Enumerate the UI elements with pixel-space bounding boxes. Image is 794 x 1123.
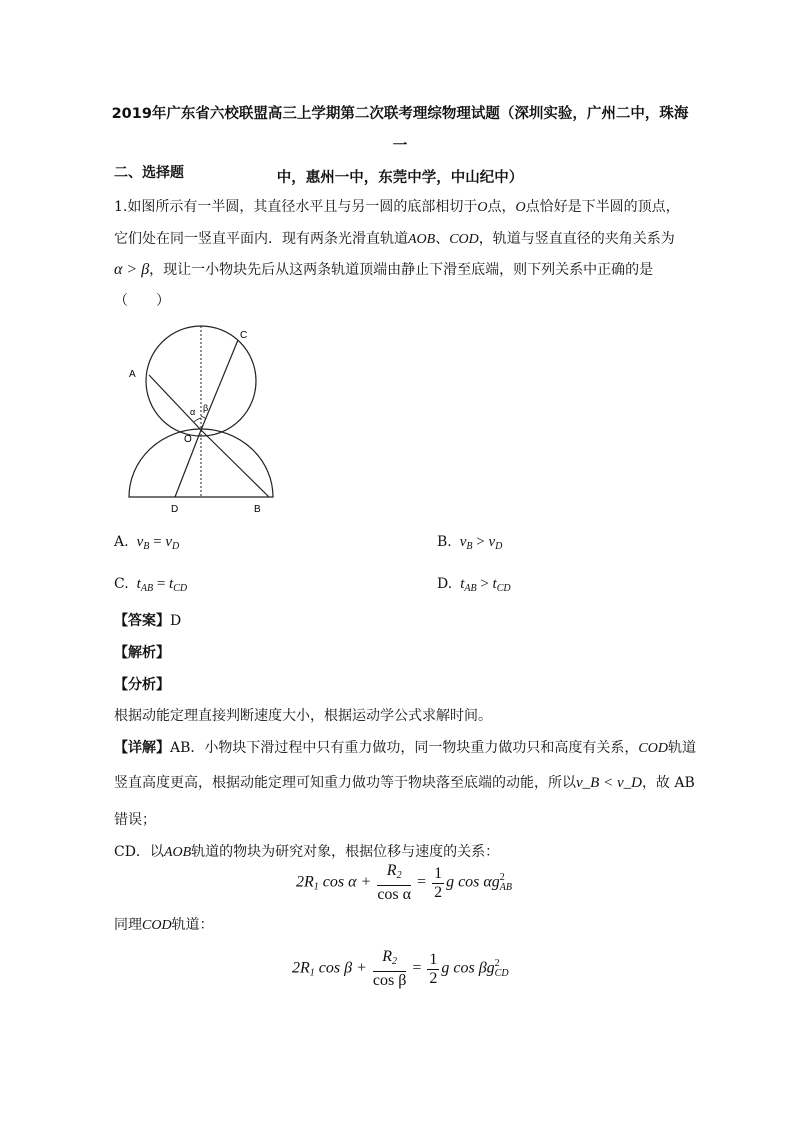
angle-arc-alpha [194,418,201,422]
answer-value: D [170,613,182,629]
track-cod: COD [142,918,172,933]
speed-relation: v_B < v_D [576,775,642,791]
question-text: ，现让一小物块先后从这两条轨道顶端由静止下滑至底端，则下列关系中正确的是 [149,262,654,278]
detail-text: 轨道： [171,917,214,933]
option-symbol: t [460,576,465,592]
option-operator: = [153,576,170,592]
option-symbol: v [488,534,496,550]
formula-term: cos α + [318,873,376,891]
fraction-half [432,865,444,902]
formula-term: cos α [377,886,412,903]
track-co [201,340,238,430]
fraction-half [427,951,439,988]
detail-text: AB．小物块下滑过程中只有重力做功，同一物块重力做功只和高度有关系， [170,740,639,756]
label-alpha: α [190,407,196,417]
answer-line [114,611,181,631]
formula-subscript: 1 [309,967,315,979]
question-text: 点， [487,199,516,215]
track-ao [149,375,201,430]
option-a [114,534,179,552]
detail-line-3: 错误； [114,812,156,828]
option-c [114,576,187,594]
point-o-label: O [477,200,488,215]
exam-title [110,98,690,194]
exam-title-line-1: 2019年广东省六校联盟高三上学期第二次联考理综物理试题（深圳实验，广州二中，珠海一 [111,106,689,154]
exam-title-line-2: 中，惠州一中，东莞中学，中山纪中） [276,170,524,186]
formula-term: R [382,948,392,965]
formula-superscript: 2 [494,958,500,969]
formula-superscript: 2 [499,872,505,883]
question-text: 点恰好是下半圆的顶点， [525,199,680,215]
formula-term: 2R [296,873,314,891]
analysis-label: 【解析】 [114,645,170,661]
label-d: D [171,504,179,515]
formula-aob [296,862,512,904]
formula-operator: = [408,959,426,977]
option-operator: > [476,576,493,592]
angle-arc-beta [201,416,206,419]
formula-term: 1 [434,864,443,882]
formula-term: 2R [292,959,310,977]
formula-term: cos β [372,972,407,989]
question-text: 它们处在同一竖直平面内．现有两条光滑直轨道 [114,231,408,247]
label-beta: β [203,403,209,413]
formula-subscript: 2 [396,870,402,881]
label-c: C [240,330,248,341]
formula-subscript: 1 [313,881,319,893]
track-aob: AOB [163,845,192,860]
fenxi-text: 根据动能定理直接判断速度大小，根据运动学公式求解时间。 [114,708,492,724]
fraction [377,862,411,904]
option-symbol: v [136,534,144,550]
section-heading: 二、选择题 [114,165,184,181]
option-key: A. [114,534,129,550]
option-b [437,534,502,552]
detail-text: CD．以 [114,844,164,860]
answer-label: 【答案】 [114,613,170,629]
detail-text: 轨道 [667,740,696,756]
point-o-label: O [515,200,526,215]
option-subscript: B [143,541,150,552]
answer-blank: （ ） [114,293,170,309]
detail-line-5 [114,915,214,936]
formula-subscript: 2 [392,956,397,967]
formula-term: cos β + [314,959,371,977]
option-subscript: CD [173,583,188,594]
formula-term: 2 [434,883,443,901]
track-cod: COD [449,232,479,247]
formula-term: g cos αg [446,873,500,891]
angle-condition: α > β [114,261,150,278]
track-cod: COD [638,741,668,756]
question-line-1 [114,197,680,218]
formula-term: 1 [429,950,438,968]
track-ob [201,430,269,497]
option-subscript: B [466,541,473,552]
detail-line-4 [114,842,499,863]
option-operator: = [149,534,166,550]
option-subscript: AB [464,583,477,594]
detail-line-1 [114,738,696,759]
detail-text: 同理 [114,917,142,933]
question-line-3 [114,260,653,280]
formula-operator: = [413,873,431,891]
option-symbol: t [169,576,174,592]
option-symbol: t [136,576,141,592]
label-a: A [129,369,136,380]
formula-term: g cos βg [441,959,495,977]
detail-text: 竖直高度更高，根据动能定理可知重力做功等于物块落至底端的动能，所以 [114,775,576,791]
option-subscript: AB [140,583,154,594]
question-line-2 [114,229,675,250]
fenxi-label: 【分析】 [114,677,170,693]
track-aob: AOB [408,232,436,247]
option-d [437,576,511,594]
question-text: 1.如图所示有一半圆，其直径水平且与另一圆的底部相切于 [114,199,478,215]
option-key: D. [437,576,453,592]
option-key: B. [437,534,452,550]
fraction [373,948,406,990]
option-subscript: D [171,541,180,552]
question-text: ，轨道与竖直直径的夹角关系为 [478,231,675,247]
label-o: O [184,434,192,445]
formula-term: R [386,862,397,879]
formula-term: 2 [429,969,438,987]
detail-label: 【详解】 [114,740,170,756]
option-symbol: v [459,534,467,550]
option-operator: > [472,534,489,550]
option-subscript: CD [496,583,511,594]
option-symbol: t [492,576,497,592]
formula-subscript: AB [499,882,513,893]
question-text: 、 [435,231,450,247]
formula-subscript: CD [494,968,509,979]
geometry-figure [118,322,280,518]
option-subscript: D [495,541,503,552]
detail-text: 轨道的物块为研究对象，根据位移与速度的关系： [191,844,500,860]
option-symbol: v [165,534,172,550]
detail-text: ，故 AB [641,775,695,791]
option-key: C. [114,576,129,592]
label-b: B [254,504,261,515]
formula-cod [292,948,509,990]
detail-line-2 [114,773,695,793]
